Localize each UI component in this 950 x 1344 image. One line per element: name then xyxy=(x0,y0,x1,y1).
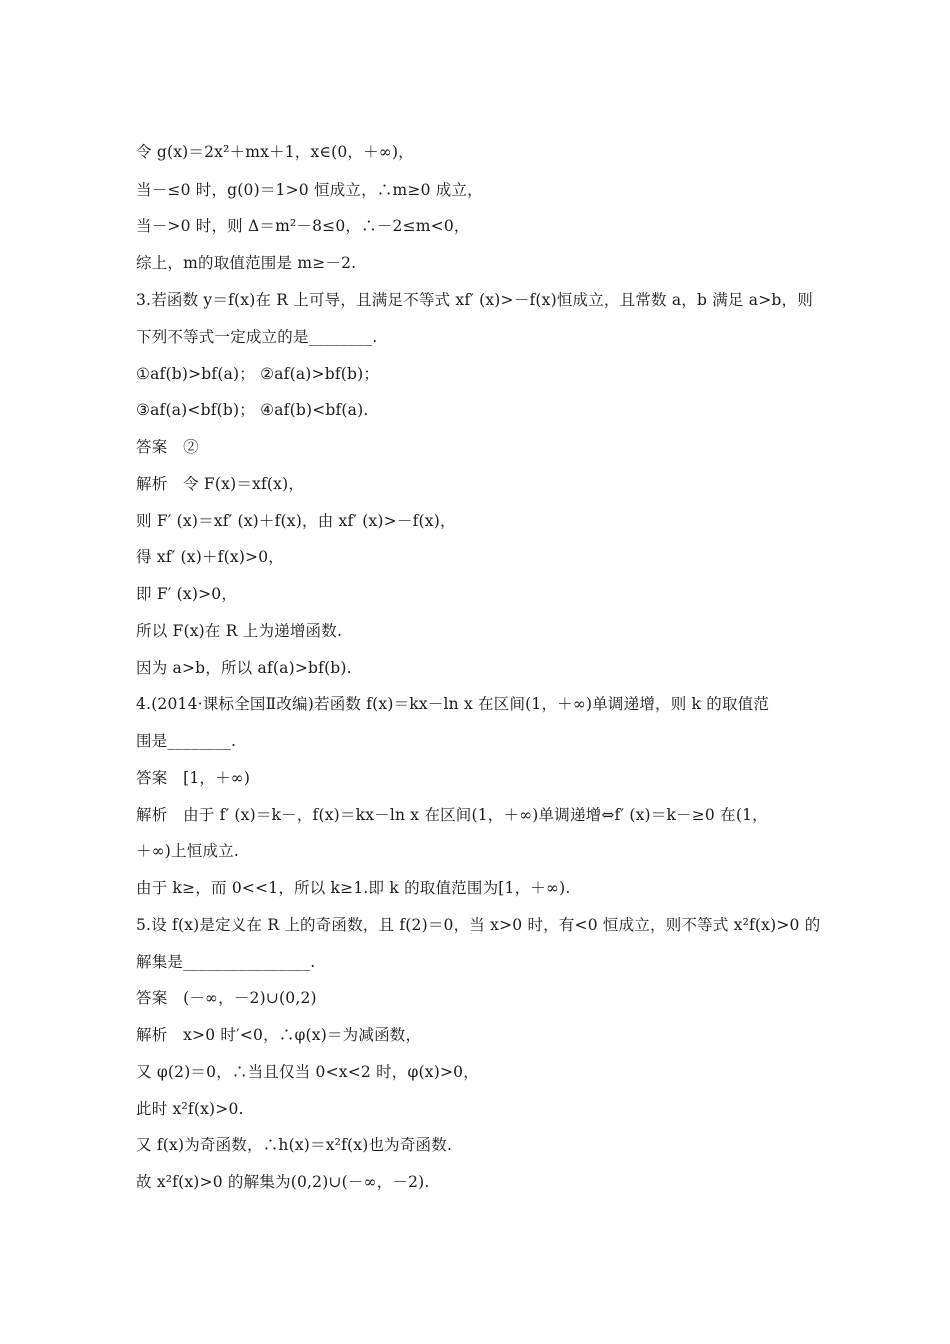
text-line: 综上，m的取值范围是 m≥－2. xyxy=(136,254,357,272)
question-5-stem-cont: 解集是________________. xyxy=(136,953,316,971)
text-line: 令 g(x)＝2x²＋mx＋1，x∈(0，＋∞)， xyxy=(136,143,414,161)
question-4-stem: 4.(2014·课标全国Ⅱ改编)若函数 f(x)＝kx－ln x 在区间(1，＋∞)单调递增，则 k 的取值范 xyxy=(136,695,770,713)
text-line: 所以 F(x)在 R 上为递增函数. xyxy=(136,622,343,640)
text-line: 又 φ(2)＝0，∴当且仅当 0<x<2 时，φ(x)>0， xyxy=(136,1063,479,1081)
text-line: 即 F′ (x)>0， xyxy=(136,585,238,603)
text-line: ＋∞)上恒成立. xyxy=(136,842,239,860)
text-line: 故 x²f(x)>0 的解集为(0,2)∪(－∞，－2). xyxy=(136,1173,430,1191)
text-line: 当－>0 时，则 Δ＝m²－8≤0，∴－2≤m<0， xyxy=(136,217,470,235)
text-line: 则 F′ (x)＝xf′ (x)＋f(x)，由 xf′ (x)>－f(x)， xyxy=(136,512,456,530)
question-5-stem: 5.设 f(x)是定义在 R 上的奇函数，且 f(2)＝0，当 x>0 时，有<0 恒成立，则不等式 x²f(x)>0 的 xyxy=(136,916,821,934)
text-line: 此时 x²f(x)>0. xyxy=(136,1100,244,1118)
question-3-stem-cont: 下列不等式一定成立的是________. xyxy=(136,328,378,346)
question-3-options: ①af(b)>bf(a)； ②af(a)>bf(b)； xyxy=(136,365,380,383)
question-3-stem: 3.若函数 y＝f(x)在 R 上可导，且满足不等式 xf′ (x)>－f(x)恒成立，且常数 a，b 满足 a>b，则 xyxy=(136,291,813,309)
text-line: 得 xf′ (x)＋f(x)>0， xyxy=(136,548,285,566)
answer-label: 答案 (－∞，－2)∪(0,2) xyxy=(136,989,317,1007)
analysis-label: 解析 令 F(x)＝xf(x)， xyxy=(136,475,305,493)
text-line: 由于 k≥，而 0<<1，所以 k≥1.即 k 的取值范围为[1，＋∞). xyxy=(136,879,571,897)
text-line: 因为 a>b，所以 af(a)>bf(b). xyxy=(136,659,352,677)
question-4-stem-cont: 围是________. xyxy=(136,732,237,750)
answer-label: 答案 ② xyxy=(136,438,199,456)
analysis-label: 解析 由于 f′ (x)＝k－，f(x)＝kx－ln x 在区间(1，＋∞)单调递增⇔f′ (x)＝k－≥0 在(1， xyxy=(136,806,768,824)
text-line: 当－≤0 时，g(0)＝1>0 恒成立，∴m≥0 成立， xyxy=(136,181,483,199)
answer-label: 答案 [1，＋∞) xyxy=(136,769,251,787)
analysis-label: 解析 x>0 时′<0，∴φ(x)＝为减函数， xyxy=(136,1026,422,1044)
text-line: 又 f(x)为奇函数，∴h(x)＝x²f(x)也为奇函数. xyxy=(136,1136,453,1154)
question-3-options: ③af(a)<bf(b)； ④af(b)<bf(a). xyxy=(136,401,369,419)
